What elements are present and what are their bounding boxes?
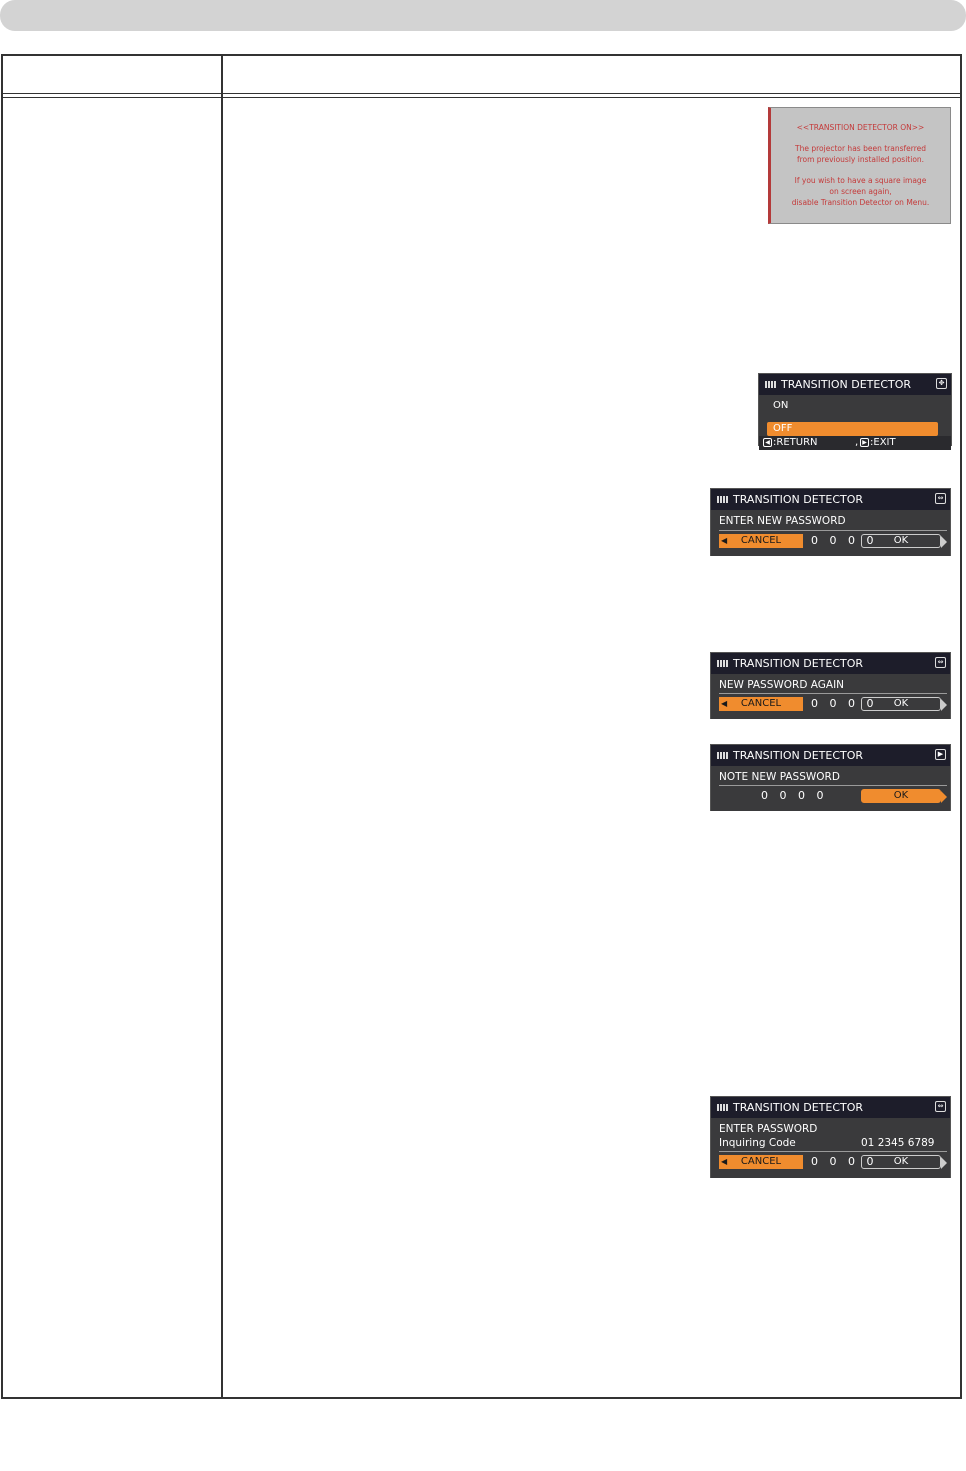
- dialog-prompt: NOTE NEW PASSWORD: [719, 771, 840, 783]
- option-off[interactable]: OFF: [767, 422, 938, 436]
- ok-button[interactable]: OK: [861, 1155, 941, 1169]
- new-password-again-dialog: [710, 652, 951, 719]
- cancel-button[interactable]: ◀ CANCEL: [719, 1155, 803, 1169]
- ok-button[interactable]: OK: [861, 697, 941, 711]
- cancel-button[interactable]: ◀ CANCEL: [719, 697, 803, 711]
- warning-line: If you wish to have a square image: [794, 176, 927, 185]
- header-rule: [3, 93, 960, 94]
- projector-icon: [717, 1103, 728, 1112]
- dialog-title: TRANSITION DETECTOR: [733, 749, 864, 762]
- dialog-prompt: NEW PASSWORD AGAIN: [719, 679, 845, 691]
- dialog-prompt: ENTER NEW PASSWORD: [719, 515, 846, 527]
- dialog-title: TRANSITION DETECTOR: [733, 1101, 864, 1114]
- password-digits[interactable]: 0 0 0 0: [811, 697, 878, 710]
- exit-label[interactable]: :EXIT: [870, 437, 896, 448]
- left-arrow-icon: ◀: [721, 699, 728, 708]
- dialog-title-bar: [711, 1097, 950, 1118]
- left-arrow-icon: ◀: [721, 536, 728, 545]
- password-digits[interactable]: 0 0 0 0: [811, 534, 878, 547]
- dialog-title: TRANSITION DETECTOR: [733, 657, 864, 670]
- header-rule: [3, 97, 960, 98]
- menu-title: TRANSITION DETECTOR: [781, 378, 912, 391]
- dialog-title: TRANSITION DETECTOR: [733, 493, 864, 506]
- move-icon[interactable]: ✥: [936, 378, 947, 389]
- ok-button[interactable]: OK: [861, 789, 941, 803]
- dialog-title-bar: [711, 745, 950, 766]
- menu-footer: ◀ :RETURN , ▶ :EXIT: [759, 436, 951, 450]
- projector-icon: [717, 659, 728, 668]
- left-right-icon[interactable]: ⇔: [935, 657, 946, 668]
- inquiring-code-value: 01 2345 6789: [861, 1137, 935, 1149]
- projector-icon: [765, 380, 776, 389]
- password-digits[interactable]: 0 0 0 0: [811, 1155, 878, 1168]
- inquiring-code-label: Inquiring Code: [719, 1137, 796, 1149]
- content-table: [1, 54, 962, 1399]
- warning-line: disable Transition Detector on Menu.: [791, 198, 930, 207]
- warning-line: from previously installed position.: [796, 155, 925, 164]
- warning-heading: <<TRANSITION DETECTOR ON>>: [796, 123, 925, 132]
- warning-line: The projector has been transferred: [795, 144, 926, 153]
- return-label[interactable]: :RETURN: [773, 437, 818, 448]
- menu-title-bar: [759, 374, 951, 395]
- left-right-icon[interactable]: ⇔: [935, 493, 946, 504]
- dialog-title-bar: [711, 489, 950, 510]
- left-arrow-icon[interactable]: ◀: [763, 438, 772, 447]
- dialog-prompt: ENTER PASSWORD: [719, 1123, 818, 1135]
- right-arrow-icon[interactable]: ▶: [935, 749, 946, 760]
- warning-line: on screen again,: [829, 187, 892, 196]
- left-right-icon[interactable]: ⇔: [935, 1101, 946, 1112]
- option-on[interactable]: ON: [773, 400, 789, 411]
- password-digits: 0 0 0 0: [761, 789, 828, 802]
- ok-button[interactable]: OK: [861, 534, 941, 548]
- right-arrow-icon[interactable]: ▶: [860, 438, 869, 447]
- transition-warning-message: [768, 107, 951, 224]
- left-arrow-icon: ◀: [721, 1157, 728, 1166]
- cancel-button[interactable]: ◀ CANCEL: [719, 534, 803, 548]
- enter-new-password-dialog: [710, 488, 951, 556]
- column-divider: [221, 56, 223, 1397]
- transition-detector-menu: [758, 373, 952, 446]
- enter-password-dialog: [710, 1096, 951, 1178]
- dialog-title-bar: [711, 653, 950, 674]
- note-new-password-dialog: [710, 744, 951, 811]
- projector-icon: [717, 751, 728, 760]
- header-bar: [0, 0, 966, 31]
- projector-icon: [717, 495, 728, 504]
